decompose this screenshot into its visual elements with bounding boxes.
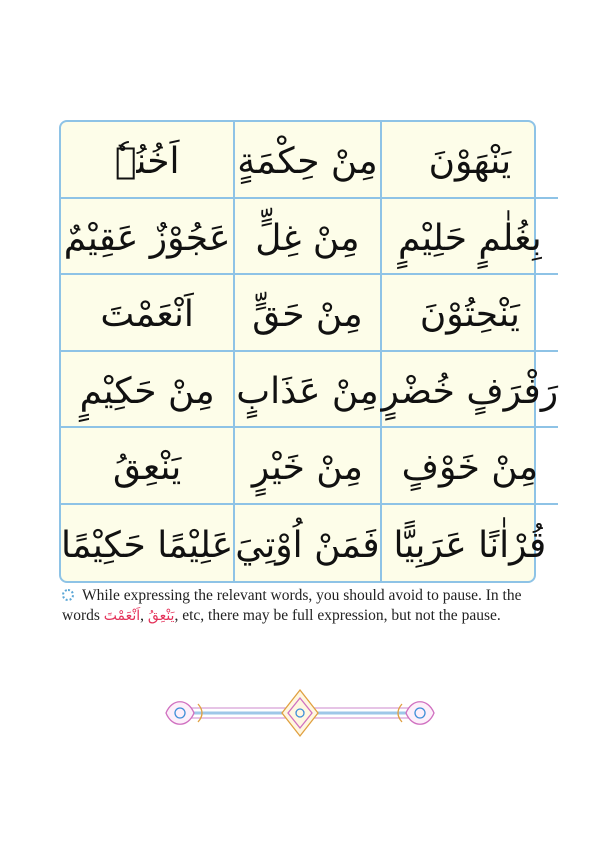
note-separator: , xyxy=(140,607,145,624)
note-text-before: While expressing the relevant words, you should avoid to pause. In the words xyxy=(62,587,522,624)
instruction-note xyxy=(62,586,540,626)
grid-cell: عَجُوْزٌ عَقِيْمٌ xyxy=(61,199,235,276)
word-grid xyxy=(59,120,559,583)
grid-cell: مِنْ عَذَابٍ xyxy=(235,352,381,429)
grid-cell: مِنْ حَكِيْمٍ xyxy=(61,352,235,429)
grid-cell: عَلِيْمًا حَكِيْمًا xyxy=(61,505,235,582)
grid-cell: بِغُلٰمٍ حَلِيْمٍ xyxy=(382,199,559,276)
grid-cell: مِنْ خَوْفٍ xyxy=(382,428,559,505)
grid-cell: رَفْرَفٍ خُضْرٍ xyxy=(382,352,559,429)
grid-cell: مِنْ حِكْمَةٍ xyxy=(235,122,381,199)
grid-cell: فَمَنْ اُوْتِيَ xyxy=(235,505,381,582)
grid-cell: يَنْهَوْنَ xyxy=(382,122,559,199)
grid-cell: يَنْعِقُ xyxy=(61,428,235,505)
grid-cell: قُرْاٰنًا عَرَبِيًّا xyxy=(393,524,547,566)
flower-bullet-icon xyxy=(62,589,74,601)
grid-cell: اَخُنُہٗ xyxy=(61,122,235,199)
grid-cell: يَنْحِتُوْنَ xyxy=(382,275,559,352)
note-example-1: اَنْعَمْتَ xyxy=(103,608,141,624)
note-example-2: يَنْعِقُ xyxy=(147,608,175,624)
grid-cell: مِنْ خَيْرٍ xyxy=(235,428,381,505)
grid-cell: اَنْعَمْتَ xyxy=(61,275,235,352)
grid-cell: مِنْ غِلٍّ xyxy=(235,199,381,276)
note-text-after: , etc, there may be full expression, but not the pause. xyxy=(174,607,501,624)
decorative-divider-ornament xyxy=(158,688,442,738)
grid-cell: مِنْ حَقٍّ xyxy=(235,275,381,352)
